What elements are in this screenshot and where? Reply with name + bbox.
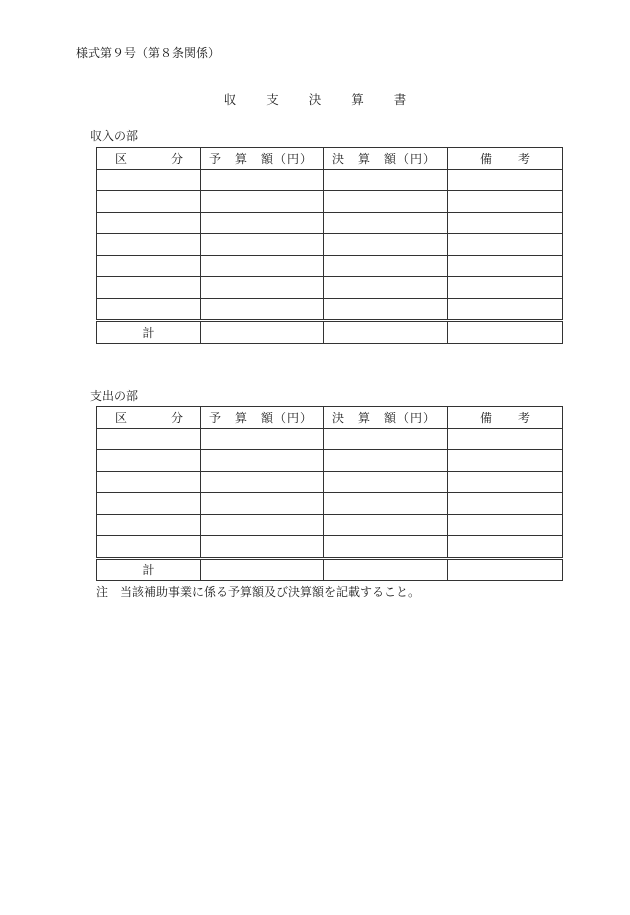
table-row: [97, 536, 563, 559]
table-cell[interactable]: [97, 169, 201, 191]
table-cell[interactable]: [448, 493, 563, 515]
table-cell[interactable]: [201, 212, 324, 234]
table-row: [97, 169, 563, 191]
income-header-row: [97, 148, 563, 170]
table-cell[interactable]: [97, 514, 201, 536]
table-cell[interactable]: [97, 277, 201, 299]
header-budget: 予 算 額（円）: [201, 407, 324, 429]
table-row: [97, 298, 563, 321]
table-cell[interactable]: [448, 212, 563, 234]
table-row: [97, 493, 563, 515]
table-cell[interactable]: [97, 255, 201, 277]
table-row: [97, 428, 563, 450]
table-cell[interactable]: [448, 234, 563, 256]
table-cell[interactable]: [201, 169, 324, 191]
header-budget: 予 算 額（円）: [201, 148, 324, 170]
table-cell[interactable]: [201, 277, 324, 299]
header-remarks: 備考: [448, 148, 563, 170]
header-category: 区分: [97, 407, 201, 429]
table-cell[interactable]: [201, 428, 324, 450]
table-cell[interactable]: [448, 255, 563, 277]
table-cell[interactable]: [201, 493, 324, 515]
table-cell[interactable]: [201, 255, 324, 277]
table-cell[interactable]: [97, 428, 201, 450]
table-row: [97, 212, 563, 234]
table-cell[interactable]: [324, 471, 448, 493]
total-remarks-cell[interactable]: [448, 321, 563, 344]
table-cell[interactable]: [201, 450, 324, 472]
income-total-row: [97, 321, 563, 344]
table-cell[interactable]: [448, 471, 563, 493]
table-cell[interactable]: [97, 234, 201, 256]
table-cell[interactable]: [448, 298, 563, 321]
table-cell[interactable]: [97, 212, 201, 234]
table-cell[interactable]: [324, 450, 448, 472]
table-cell[interactable]: [97, 191, 201, 213]
table-cell[interactable]: [97, 471, 201, 493]
table-cell[interactable]: [448, 450, 563, 472]
table-cell[interactable]: [324, 493, 448, 515]
table-cell[interactable]: [324, 428, 448, 450]
table-cell[interactable]: [201, 471, 324, 493]
total-budget-cell[interactable]: [201, 321, 324, 344]
table-cell[interactable]: [324, 234, 448, 256]
table-cell[interactable]: [324, 277, 448, 299]
income-section-label: 収入の部: [90, 129, 139, 143]
table-cell[interactable]: [201, 298, 324, 321]
table-cell[interactable]: [201, 191, 324, 213]
table-cell[interactable]: [324, 536, 448, 559]
expenditure-header-row: [97, 407, 563, 429]
table-cell[interactable]: [448, 428, 563, 450]
table-row: [97, 234, 563, 256]
table-cell[interactable]: [201, 234, 324, 256]
table-cell[interactable]: [97, 298, 201, 321]
table-cell[interactable]: [97, 450, 201, 472]
header-settlement: 決 算 額（円）: [324, 148, 448, 170]
form-number: 様式第９号（第８条関係）: [76, 46, 221, 60]
expenditure-table: [96, 406, 563, 581]
table-cell[interactable]: [448, 277, 563, 299]
table-cell[interactable]: [448, 169, 563, 191]
table-cell[interactable]: [97, 536, 201, 559]
table-cell[interactable]: [448, 191, 563, 213]
total-settlement-cell[interactable]: [324, 558, 448, 581]
expenditure-total-row: [97, 558, 563, 581]
table-row: [97, 450, 563, 472]
header-remarks: 備考: [448, 407, 563, 429]
table-row: [97, 277, 563, 299]
table-cell[interactable]: [448, 536, 563, 559]
table-cell[interactable]: [324, 169, 448, 191]
table-cell[interactable]: [324, 255, 448, 277]
total-label: 計: [97, 321, 201, 344]
table-cell[interactable]: [201, 514, 324, 536]
table-row: [97, 255, 563, 277]
total-budget-cell[interactable]: [201, 558, 324, 581]
table-cell[interactable]: [324, 514, 448, 536]
page-title: 収 支 決 算 書: [223, 92, 420, 107]
table-row: [97, 471, 563, 493]
header-settlement: 決 算 額（円）: [324, 407, 448, 429]
expenditure-section-label: 支出の部: [90, 389, 139, 403]
total-label: 計: [97, 558, 201, 581]
table-cell[interactable]: [324, 191, 448, 213]
table-row: [97, 514, 563, 536]
total-remarks-cell[interactable]: [448, 558, 563, 581]
table-cell[interactable]: [201, 536, 324, 559]
table-cell[interactable]: [324, 212, 448, 234]
footnote: 注 当該補助事業に係る予算額及び決算額を記載すること。: [96, 585, 421, 599]
income-table: [96, 147, 563, 344]
header-category: 区分: [97, 148, 201, 170]
total-settlement-cell[interactable]: [324, 321, 448, 344]
table-cell[interactable]: [448, 514, 563, 536]
table-cell[interactable]: [324, 298, 448, 321]
table-row: [97, 191, 563, 213]
table-cell[interactable]: [97, 493, 201, 515]
